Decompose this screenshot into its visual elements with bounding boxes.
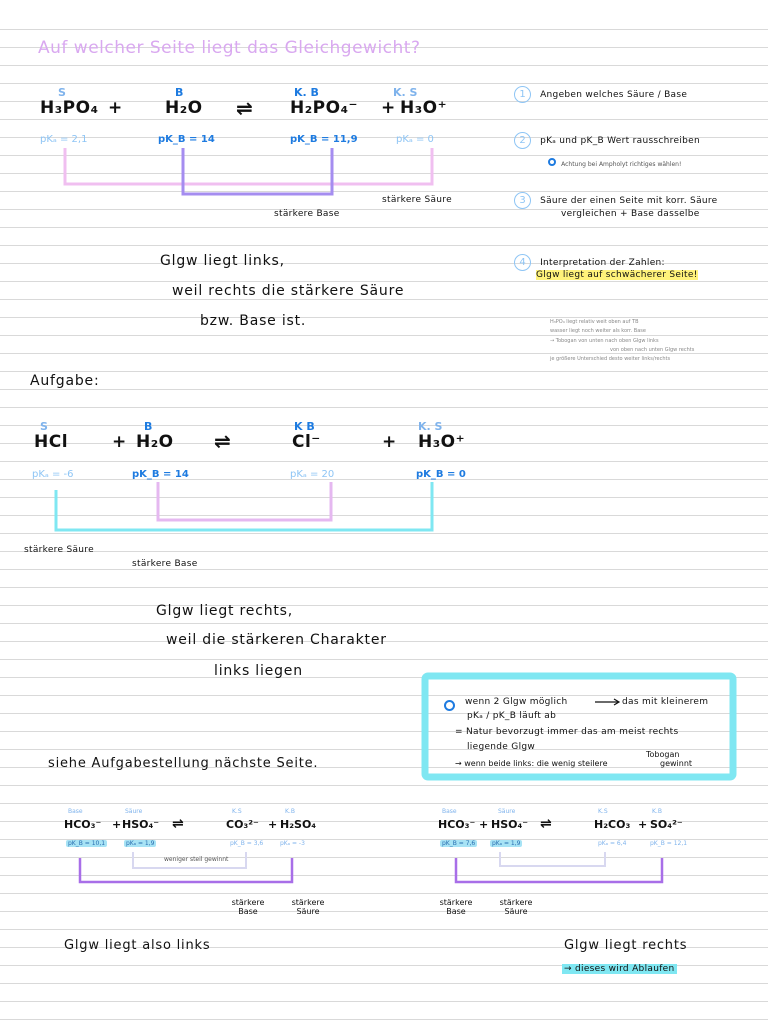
- box-line-6: → wenn beide links: die wenig steilere: [455, 759, 608, 768]
- eq3-label-4: K.B: [285, 808, 295, 815]
- eq2-label-1: S: [40, 420, 48, 433]
- eq4-label-3: K.S: [598, 808, 608, 815]
- siehe-note: siehe Aufgabestellung nächste Seite.: [48, 756, 319, 771]
- eq1-pk-3: pK_B = 11,9: [290, 134, 358, 145]
- box-line-1: wenn 2 Glgw möglich: [465, 697, 568, 707]
- eq2-acid-bracket: [56, 482, 432, 530]
- eq3-label-3: K.S: [232, 808, 242, 815]
- eq2-conclusion-2: weil die stärkeren Charakter: [166, 632, 387, 648]
- eq2-species-4: H₃O⁺: [418, 432, 466, 452]
- side-note-4: von oben nach unten Glgw rechts: [610, 347, 695, 353]
- bullet-icon: [548, 158, 556, 166]
- eq1-note-base: stärkere Base: [274, 209, 340, 219]
- eq2-note-base: stärkere Base: [132, 559, 198, 569]
- eq4-species-4: SO₄²⁻: [650, 818, 683, 831]
- eq3-species-1: HCO₃⁻: [64, 818, 102, 831]
- eq2-pk-1: pKₐ = -6: [32, 469, 74, 480]
- eq2-equilibrium-arrow: ⇌: [214, 429, 232, 453]
- eq4-pk-4: pK_B = 12,1: [650, 840, 688, 847]
- step-2-note-text: Achtung bei Ampholyt richtiges wählen!: [561, 161, 682, 168]
- eq1-pk-4: pKₐ = 0: [396, 134, 434, 145]
- eq1-plus-2: +: [381, 98, 396, 118]
- circle-bullet-icon: [444, 700, 455, 711]
- eq4-inner-bracket: [500, 852, 605, 866]
- eq1-conclusion-2: weil rechts die stärkere Säure: [172, 283, 405, 299]
- eq3-note-acid: stärkere Säure: [291, 898, 325, 916]
- eq4-pk-3: pKₐ = 6,4: [598, 840, 627, 847]
- eq1-species-2: H₂O: [165, 98, 203, 118]
- step-4-highlight: Glgw liegt auf schwächerer Seite!: [536, 270, 698, 280]
- box-line-7: Tobogan: [646, 750, 680, 759]
- side-note-5: je größere Unterschied desto weiter links/rechts: [550, 356, 671, 362]
- step-1-number: 1: [514, 86, 531, 103]
- step-4-text: Interpretation der Zahlen:: [540, 258, 665, 268]
- step-2-note: [548, 151, 681, 170]
- eq3-plus-1: +: [112, 818, 122, 831]
- step-1: [514, 82, 687, 103]
- eq1-species-3: H₂PO₄⁻: [290, 98, 359, 118]
- eq4-label-4: K.B: [652, 808, 662, 815]
- eq4-species-2: HSO₄⁻: [491, 818, 529, 831]
- eq1-conclusion-1: Glgw liegt links,: [160, 253, 285, 269]
- step-4: [514, 250, 665, 271]
- eq4-plus-1: +: [479, 818, 489, 831]
- eq4-equilibrium-arrow: ⇌: [540, 816, 552, 832]
- eq3-note-base: stärkere Base: [231, 898, 265, 916]
- eq1-label-2: B: [175, 86, 184, 99]
- eq1-label-4: K. S: [393, 86, 418, 99]
- side-note-2: wasser liegt noch weiter als korr. Base: [550, 328, 646, 334]
- eq2-note-acid: stärkere Säure: [24, 545, 94, 555]
- eq1-plus-1: +: [108, 98, 123, 118]
- eq3-label-2: Säure: [125, 808, 143, 815]
- box-line-2: das mit kleinerem: [622, 697, 709, 707]
- eq1-acid-bracket: [65, 148, 432, 184]
- eq2-label-3: K B: [294, 420, 315, 433]
- eq4-note-base: stärkere Base: [439, 898, 473, 916]
- step-2-number: 2: [514, 132, 531, 149]
- eq3-plus-2: +: [268, 818, 278, 831]
- eq4-outer-bracket: [456, 858, 662, 882]
- eq3-species-2: HSO₄⁻: [122, 818, 160, 831]
- eq3-species-4: H₂SO₄: [280, 818, 317, 831]
- box-line-3: pKₐ / pK_B läuft ab: [467, 711, 557, 721]
- eq1-label-1: S: [58, 86, 66, 99]
- eq3-mid-note: weniger steil gewinnt: [164, 856, 229, 863]
- step-4-number: 4: [514, 254, 531, 271]
- eq2-plus-1: +: [112, 432, 127, 452]
- eq1-conclusion-3: bzw. Base ist.: [200, 313, 307, 329]
- box-line-5: liegende Glgw: [467, 742, 536, 752]
- eq2-pk-4: pK_B = 0: [416, 469, 466, 480]
- eq3-conclusion: Glgw liegt also links: [64, 938, 211, 953]
- box-line-4: = Natur bevorzugt immer das am meist rechts: [455, 727, 679, 737]
- eq1-pk-2: pK_B = 14: [158, 134, 215, 145]
- step-3-text-2: vergleichen + Base dasselbe: [561, 209, 700, 219]
- eq4-label-1: Base: [442, 808, 457, 815]
- eq4-pk-1: pK_B = 7,6: [442, 840, 476, 847]
- eq1-equilibrium-arrow: ⇌: [236, 96, 254, 120]
- eq4-plus-2: +: [638, 818, 648, 831]
- eq2-pk-2: pK_B = 14: [132, 469, 189, 480]
- eq2-base-bracket: [158, 482, 331, 520]
- step-2-text: pKₐ und pK_B Wert rausschreiben: [540, 136, 700, 146]
- eq3-pk-2: pKₐ = 1,9: [126, 840, 155, 847]
- aufgabe-label: Aufgabe:: [30, 373, 100, 389]
- step-2: [514, 128, 700, 149]
- eq2-label-4: K. S: [418, 420, 443, 433]
- eq3-equilibrium-arrow: ⇌: [172, 816, 184, 832]
- step-1-text: Angeben welches Säure / Base: [540, 90, 688, 100]
- eq4-note-acid: stärkere Säure: [499, 898, 533, 916]
- box-line-8: gewinnt: [660, 759, 693, 768]
- eq2-conclusion-1: Glgw liegt rechts,: [156, 603, 294, 619]
- eq1-pk-1: pKₐ = 2,1: [40, 134, 88, 145]
- eq3-pk-4: pKₐ = -3: [280, 840, 305, 847]
- eq2-species-2: H₂O: [136, 432, 174, 452]
- eq3-pk-1: pK_B = 10,1: [68, 840, 106, 847]
- eq4-sub-note: → dieses wird Ablaufen: [564, 964, 675, 974]
- eq1-species-4: H₃O⁺: [400, 98, 448, 118]
- eq2-species-1: HCl: [34, 432, 69, 452]
- eq2-pk-3: pKₐ = 20: [290, 469, 335, 480]
- eq4-species-1: HCO₃⁻: [438, 818, 476, 831]
- eq4-conclusion: Glgw liegt rechts: [564, 938, 688, 953]
- eq1-base-bracket: [183, 148, 332, 194]
- eq1-label-3: K. B: [294, 86, 319, 99]
- side-note-1: H₃PO₄ liegt relativ weit oben auf TB: [550, 319, 639, 325]
- eq2-label-2: B: [144, 420, 153, 433]
- eq1-note-acid: stärkere Säure: [382, 195, 452, 205]
- side-note-3: → Tobogan von unten nach oben Glgw links: [550, 338, 659, 344]
- step-3-text: Säure der einen Seite mit korr. Säure: [540, 196, 718, 206]
- step-3-number: 3: [514, 192, 531, 209]
- eq1-species-1: H₃PO₄: [40, 98, 99, 118]
- step-3: [514, 188, 718, 209]
- eq4-species-3: H₂CO₃: [594, 818, 631, 831]
- page-title: Auf welcher Seite liegt das Gleichgewicht?: [38, 38, 421, 58]
- eq3-pk-3: pK_B = 3,6: [230, 840, 264, 847]
- eq4-label-2: Säure: [498, 808, 516, 815]
- eq3-species-3: CO₃²⁻: [226, 818, 259, 831]
- eq3-label-1: Base: [68, 808, 83, 815]
- box-bullet: [444, 695, 455, 714]
- eq2-plus-2: +: [382, 432, 397, 452]
- eq4-pk-2: pKₐ = 1,9: [492, 840, 521, 847]
- eq2-conclusion-3: links liegen: [214, 663, 303, 679]
- eq2-species-3: Cl⁻: [292, 432, 321, 452]
